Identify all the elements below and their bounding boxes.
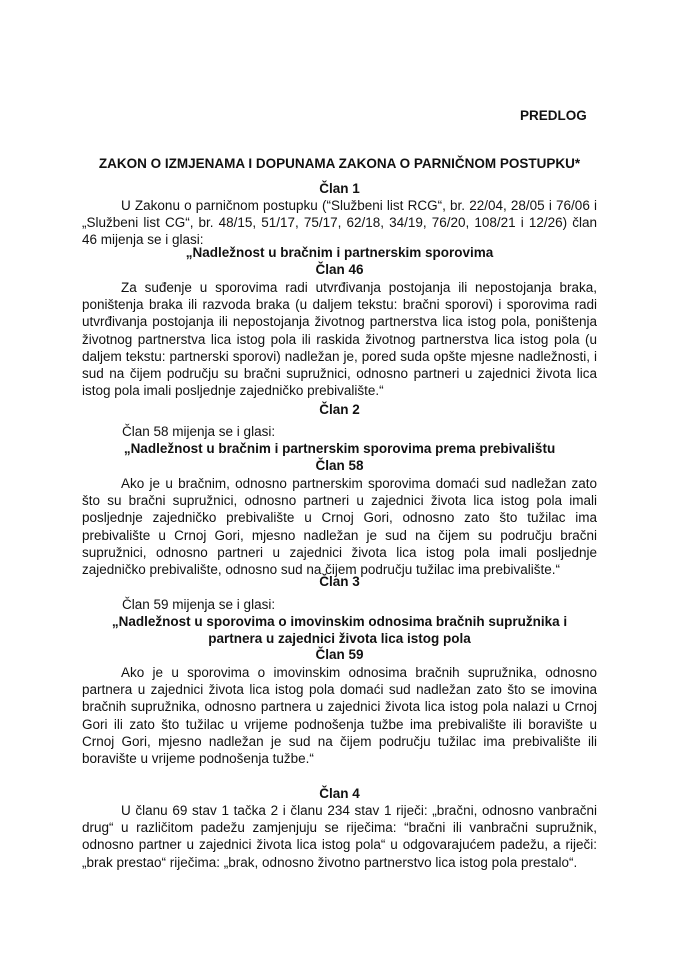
clan2-heading: Član 2 bbox=[319, 402, 360, 417]
predlog-label: PREDLOG bbox=[520, 108, 587, 123]
clan2-intro: Član 58 mijenja se i glasi: bbox=[122, 424, 276, 439]
clan3-subtitle-line2: partnera u zajednici života lica istog pola bbox=[208, 631, 471, 646]
clan3-subtitle-line1: „Nadležnost u sporovima o imovinskim odnosima bračnih supružnika i bbox=[111, 614, 568, 629]
clan2-article: Član 58 bbox=[315, 458, 364, 473]
clan3-heading: Član 3 bbox=[319, 574, 360, 589]
clan1-heading: Član 1 bbox=[319, 181, 360, 196]
clan2-text: Ako je u bračnim, odnosno partnerskim sporovima domaći sud nadležan zato što su bračni supružnici, odnosno partneri u zajednici života lica istog pola imali posljednje zajedničko prebivalište u Crnoj Gori, odnosno zato što tužilac ima prebivalište u Crnoj Gori, mjesno nadležan je sud na čijem su području bračni supružnici, odnosno partneri u zajednici života lica istog pola imali posljednje zajedničko prebivalište, odnosno sud na čijem području tužilac ima prebivalište.“ bbox=[82, 476, 597, 578]
clan1-article: Član 46 bbox=[315, 262, 364, 277]
clan3-text: Ako je u sporovima o imovinskim odnosima bračnih supružnika, odnosno partnera u zajednici života lica istog pola domaći sud nadležan zato što se imovina bračnih supružnika, odnosno partnera u zajednici života lica istog pola nalazi u Crnoj Gori ili zato što tužilac u vrijeme podnošenja tužbe ima prebivalište ili boravište u Crnoj Gori, mjesno nadležan je sud na čijem području tužilac ima prebivalište ili boravište u vrijeme podnošenja tužbe.“ bbox=[82, 665, 597, 767]
clan1-text: Za suđenje u sporovima radi utvrđivanja postojanja ili nepostojanja braka, poništenja braka ili razvoda braka (u daljem tekstu: bračni sporovi) i sporovima radi utvrđivanja postojanja ili nepostojanja životnog partnerstva lica istog pola, poništenja životnog partnerstva lica istog pola ili raskida životnog partnerstva lica istog pola (u daljem tekstu: partnerski sporovi) nadležan je, pored suda opšte mjesne nadležnosti, i sud na čijem području su bračni supružnici, odnosno partneri u zajednici života lica istog pola imali posljednje zajedničko prebivalište.“ bbox=[82, 280, 597, 399]
clan4-text: U članu 69 stav 1 tačka 2 i članu 234 stav 1 riječi: „bračni, odnosno vanbračni drug“ u različitom padežu zamjenjuju se riječima: “bračni ili vanbračni supružnik, odnosno partner u zajednici života lica istog pola“ u odgovarajućem padežu, a riječi: „brak prestao“ riječima: „brak, odnosno životno partnerstvo lica istog pola prestalo“. bbox=[82, 803, 597, 870]
clan1-intro: U Zakonu o parničnom postupku (“Službeni list RCG“, br. 22/04, 28/05 i 76/06 i „Službeni list CG“, br. 48/15, 51/17, 75/17, 62/18, 34/19, 76/20, 108/21 i 12/26) član 46 mijenja se i glasi: bbox=[82, 198, 597, 248]
clan1-subtitle: „Nadležnost u bračnim i partnerskim sporovima bbox=[185, 245, 494, 260]
clan3-article: Član 59 bbox=[315, 647, 364, 662]
clan4-heading: Član 4 bbox=[319, 786, 360, 801]
clan2-subtitle: „Nadležnost u bračnim i partnerskim sporovima prema prebivalištu bbox=[123, 441, 556, 456]
clan3-intro: Član 59 mijenja se i glasi: bbox=[122, 597, 276, 612]
law-title: ZAKON O IZMJENAMA I DOPUNAMA ZAKONA O PARNIČNOM POSTUPKU* bbox=[98, 156, 581, 171]
